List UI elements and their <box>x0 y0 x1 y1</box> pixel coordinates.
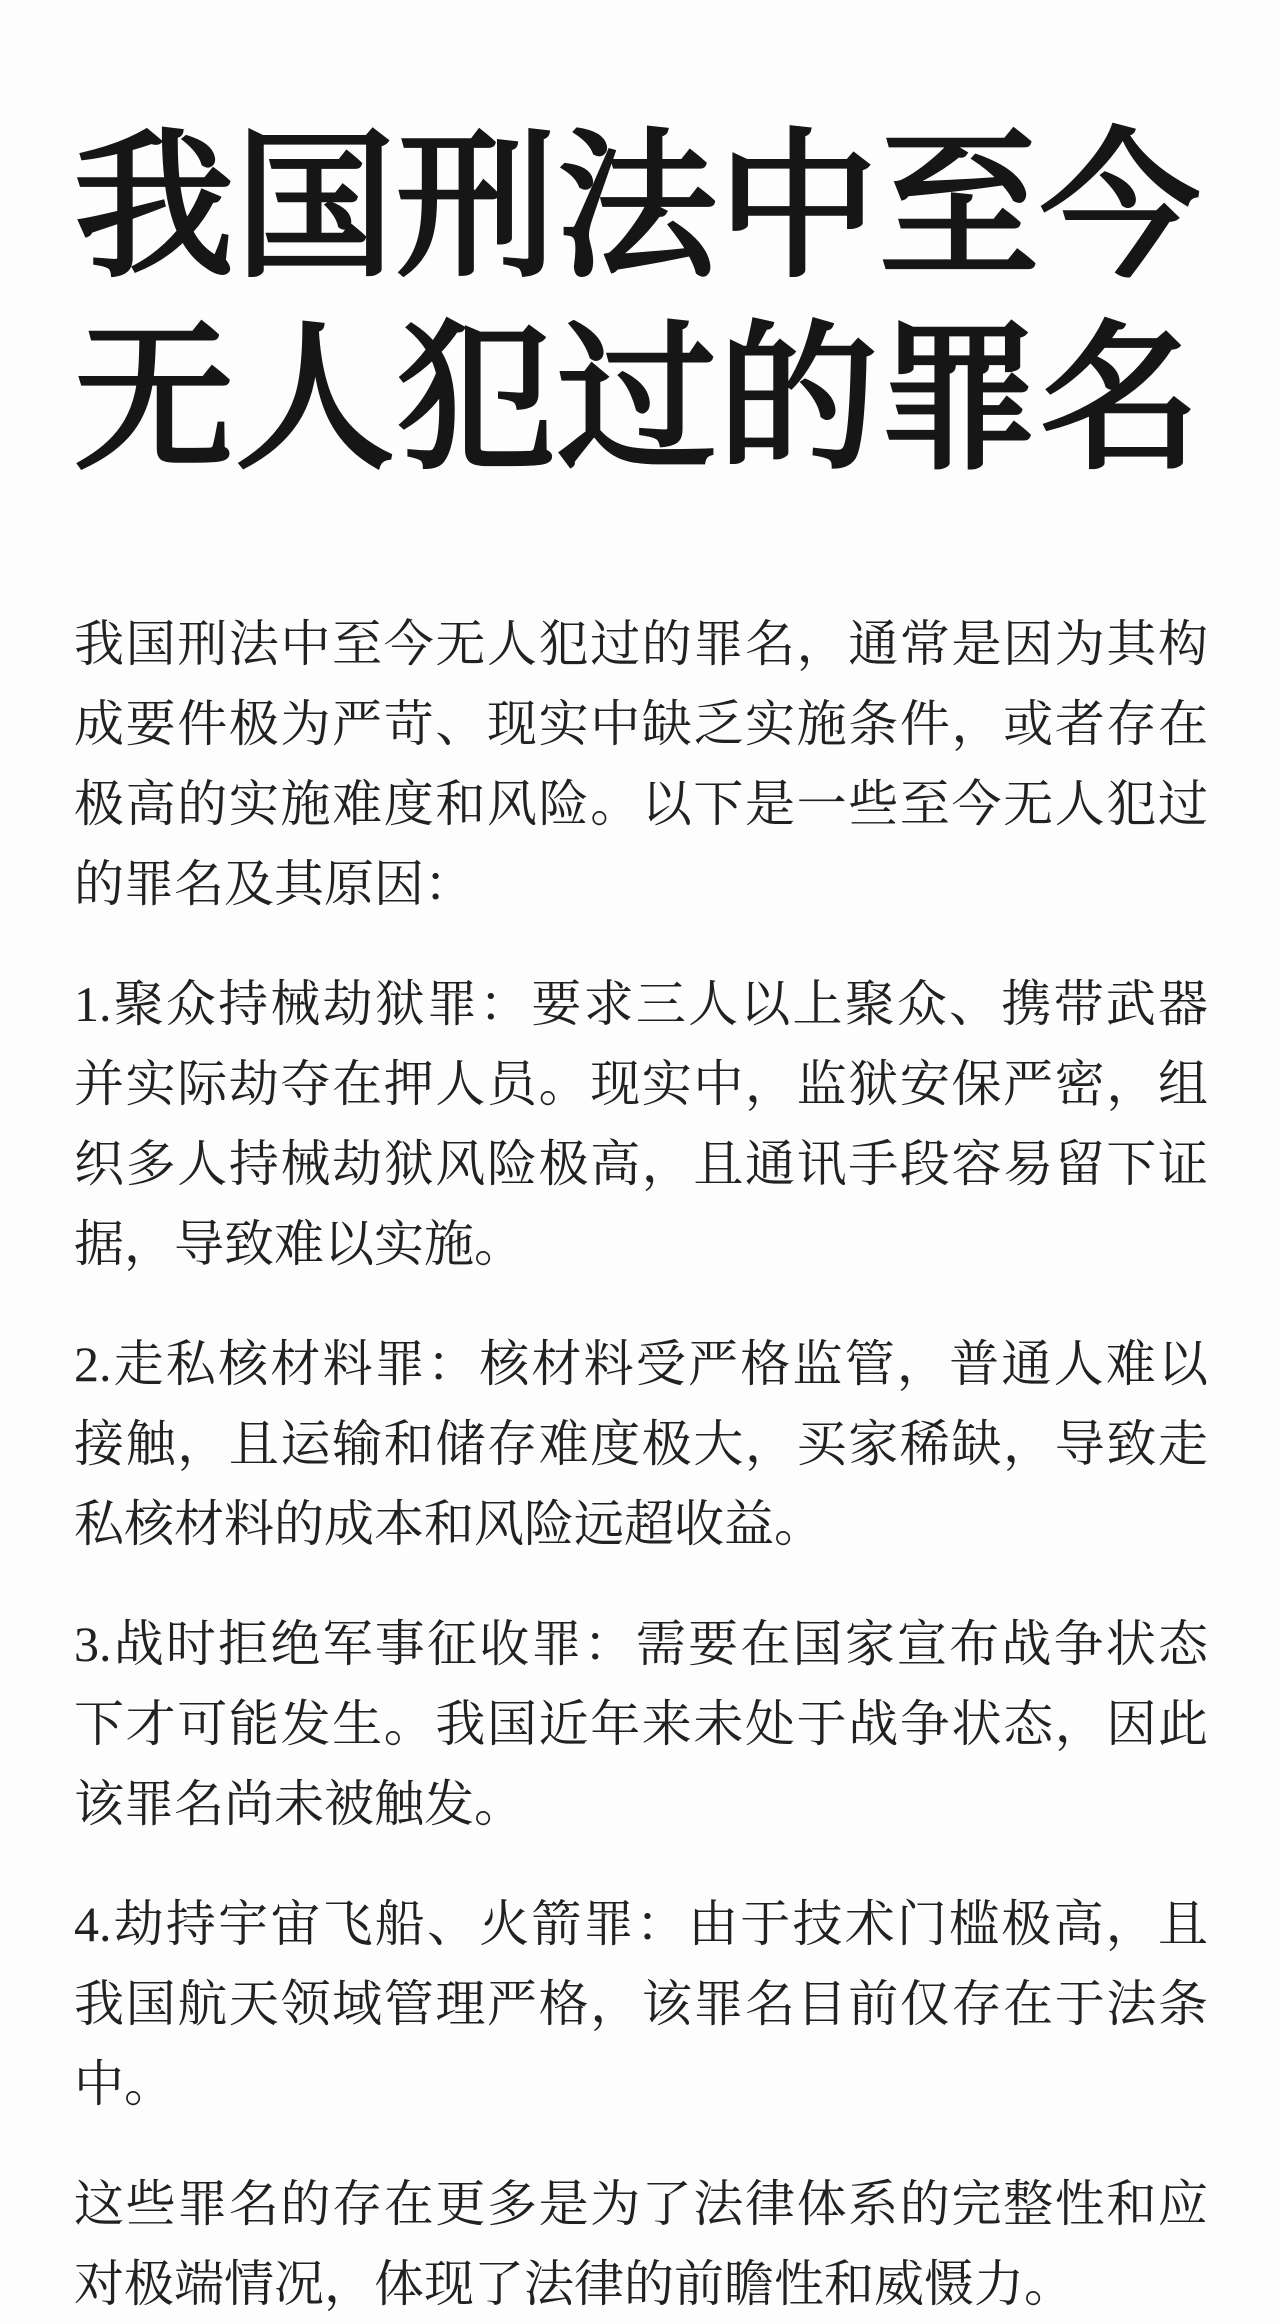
title-line-2: 无人犯过的罪名 <box>74 311 1202 489</box>
intro-paragraph: 我国刑法中至今无人犯过的罪名，通常是因为其构成要件极为严苛、现实中缺乏实施条件，或者存在极高的实施难度和风险。以下是一些至今无人犯过的罪名及其原因： <box>74 616 1208 912</box>
crime-item-2: 2.走私核材料罪：核材料受严格监管，普通人难以接触，且运输和储存难度极大，买家稀缺，导致走私核材料的成本和风险远超收益。 <box>74 1336 1208 1552</box>
title-line-1: 我国刑法中至今 <box>74 119 1202 297</box>
article-body <box>74 604 1208 2324</box>
crime-item-3: 3.战时拒绝军事征收罪：需要在国家宣布战争状态下才可能发生。我国近年来未处于战争状态，因此该罪名尚未被触发。 <box>74 1616 1208 1832</box>
crime-item-4: 4.劫持宇宙飞船、火箭罪：由于技术门槛极高，且我国航天领域管理严格，该罪名目前仅存在于法条中。 <box>74 1896 1208 2112</box>
crime-item-1: 1.聚众持械劫狱罪：要求三人以上聚众、携带武器并实际劫夺在押人员。现实中，监狱安保严密，组织多人持械劫狱风险极高，且通讯手段容易留下证据，导致难以实施。 <box>74 976 1208 1272</box>
page-title <box>74 112 1208 496</box>
conclusion-paragraph: 这些罪名的存在更多是为了法律体系的完整性和应对极端情况，体现了法律的前瞻性和威慑力。 <box>74 2176 1208 2312</box>
